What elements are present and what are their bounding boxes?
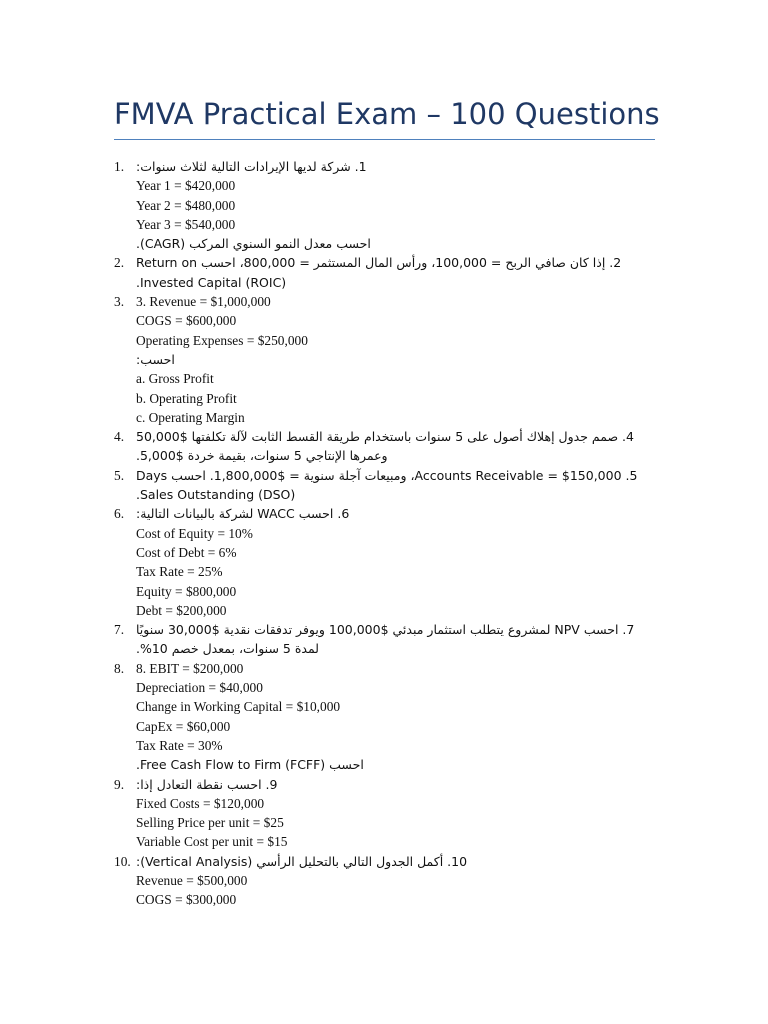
- question-item: [114, 157, 655, 253]
- question-line: Year 2 = $480,000: [136, 197, 236, 213]
- question-line: COGS = $300,000: [136, 892, 237, 908]
- question-line: Fixed Costs = $120,000: [136, 795, 265, 811]
- question-line: COGS = $600,000: [136, 313, 237, 329]
- page-title: FMVA Practical Exam – 100 Questions: [114, 97, 660, 131]
- question-line: CapEx = $60,000: [136, 718, 231, 734]
- question-item: [114, 292, 655, 427]
- question-line: Operating Expenses = $250,000: [136, 332, 308, 348]
- question-line: Change in Working Capital = $10,000: [136, 699, 341, 715]
- question-item: [114, 427, 655, 466]
- question-item: [114, 620, 655, 659]
- question-item: [114, 775, 655, 852]
- question-number: 4.: [114, 429, 125, 445]
- question-line: Year 3 = $540,000: [136, 216, 236, 232]
- question-number: 10.: [114, 853, 131, 869]
- question-number: 9.: [114, 776, 125, 792]
- question-line: 1. شركة لديها الإيرادات التالية لثلاث سنوات:: [136, 159, 367, 174]
- question-line: احسب Free Cash Flow to Firm (FCFF).: [136, 757, 364, 773]
- question-list: [114, 157, 655, 910]
- question-line: a. Gross Profit: [136, 371, 214, 387]
- question-number: 1.: [114, 159, 125, 174]
- question-number: 7.: [114, 622, 125, 638]
- question-line: 2. إذا كان صافي الربح = 100,000، ورأس المال المستثمر = 800,000، احسب Return on Invested Capital (ROIC).: [136, 255, 622, 290]
- question-line: 5. Accounts Receivable = $150,000، ومبيعات آجلة سنوية = $1,800,000. احسب Days Sales Outstanding (DSO).: [136, 467, 638, 503]
- question-line: 6. احسب WACC لشركة بالبيانات التالية:: [136, 506, 350, 522]
- question-line: احسب:: [136, 351, 175, 367]
- question-line: Equity = $800,000: [136, 583, 237, 599]
- question-line: Cost of Equity = 10%: [136, 525, 253, 541]
- question-line: 7. احسب NPV لمشروع يتطلب استثمار مبدئي $100,000 ويوفر تدفقات نقدية $30,000 سنويًا لمدة 5 سنوات، بمعدل خصم 10%.: [136, 622, 635, 657]
- question-line: 10. أكمل الجدول التالي بالتحليل الرأسي (Vertical Analysis):: [136, 853, 468, 869]
- question-line: c. Operating Margin: [136, 409, 245, 425]
- question-line: Depreciation = $40,000: [136, 680, 263, 696]
- question-line: Revenue = $500,000: [136, 872, 248, 888]
- question-item: [114, 852, 655, 910]
- question-number: 6.: [114, 506, 125, 522]
- question-line: Tax Rate = 25%: [136, 564, 223, 580]
- question-item: [114, 659, 655, 775]
- title-underline: [114, 139, 655, 140]
- question-line: Variable Cost per unit = $15: [136, 834, 288, 850]
- question-line: Selling Price per unit = $25: [136, 815, 284, 831]
- question-line: 9. احسب نقطة التعادل إذا:: [136, 776, 278, 792]
- question-line: Tax Rate = 30%: [136, 737, 223, 753]
- question-number: 5.: [114, 467, 125, 483]
- question-line: Year 1 = $420,000: [136, 178, 236, 194]
- question-line: b. Operating Profit: [136, 390, 237, 406]
- question-item: [114, 504, 655, 620]
- question-line: 8. EBIT = $200,000: [136, 660, 244, 676]
- question-line: 3. Revenue = $1,000,000: [136, 294, 271, 310]
- question-item: [114, 466, 655, 505]
- question-line: Debt = $200,000: [136, 602, 227, 618]
- question-item: [114, 253, 655, 292]
- question-number: 8.: [114, 660, 125, 676]
- question-line: 4. صمم جدول إهلاك أصول على 5 سنوات باستخدام طريقة القسط الثابت لآلة تكلفتها $50,000 وعمرها الإنتاجي 5 سنوات، بقيمة خردة $5,000.: [136, 429, 634, 464]
- question-number: 2.: [114, 255, 125, 271]
- question-line: احسب معدل النمو السنوي المركب (CAGR).: [136, 236, 371, 252]
- question-line: Cost of Debt = 6%: [136, 544, 237, 560]
- question-number: 3.: [114, 294, 125, 310]
